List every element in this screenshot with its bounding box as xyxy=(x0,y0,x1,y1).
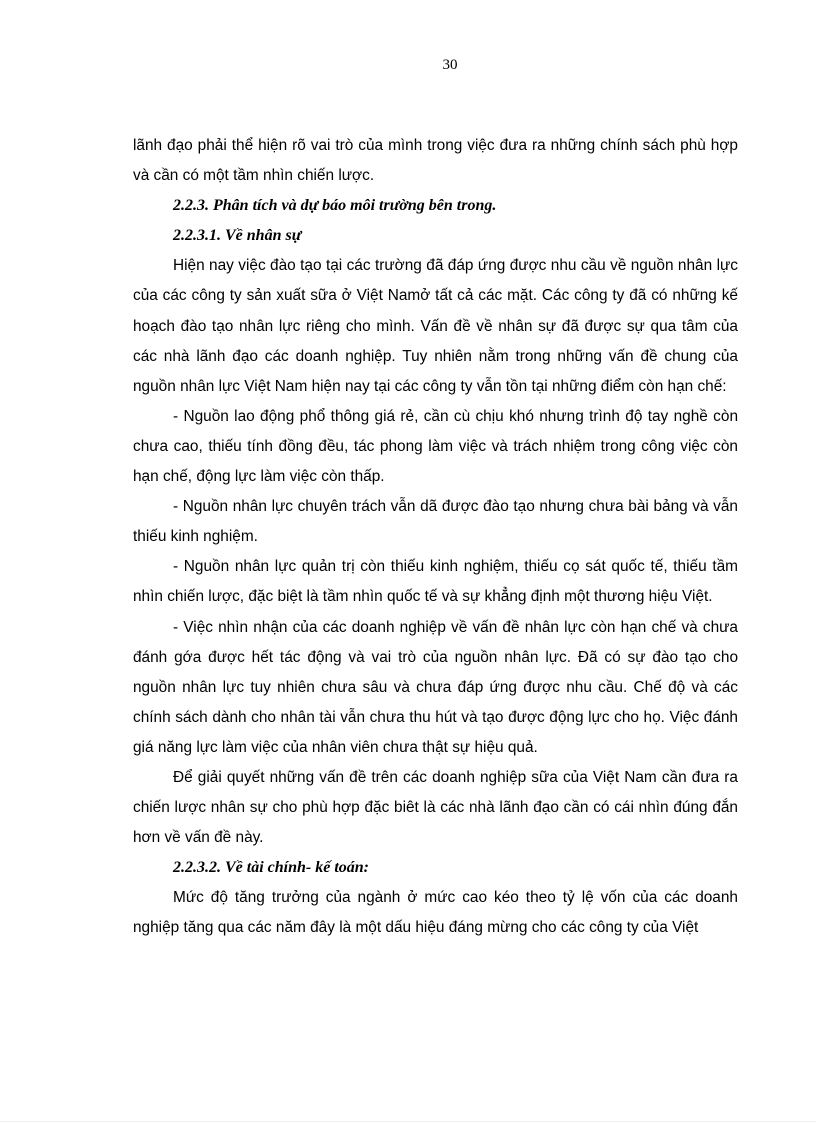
body-text xyxy=(133,131,738,944)
list-item-specialist: - Nguồn nhân lực chuyên trách vẫn dã được đào tạo nhưng chưa bài bảng và vẫn thiếu kinh nghiệm. xyxy=(133,498,738,546)
paragraph-intro-continuation: lãnh đạo phải thể hiện rõ vai trò của mình trong việc đưa ra những chính sách phù hợp và cần có một tầm nhìn chiến lược. xyxy=(133,137,738,185)
paragraph-solution: Để giải quyết những vấn đề trên các doanh nghiệp sữa của Việt Nam cần đưa ra chiến lược nhân sự cho phù hợp đặc biêt là các nhà lãnh đạo cần có cái nhìn đúng đắn hơn về vấn đề này. xyxy=(133,768,738,847)
paragraph-finance: Mức độ tăng trưởng của ngành ở mức cao kéo theo tỷ lệ vốn của các doanh nghiệp tăng qua các năm đây là một dấu hiệu đáng mừng cho các công ty của Việt xyxy=(133,889,738,937)
section-heading-2-2-3: 2.2.3. Phân tích và dự báo môi trường bên trong. xyxy=(173,197,497,215)
list-item-labor: - Nguồn lao động phổ thông giá rẻ, cần cù chịu khó nhưng trình độ tay nghề còn chưa cao, thiếu tính đồng đều, tác phong làm việc và trách nhiệm trong công việc còn hạn chế, động lực làm việc còn thấp. xyxy=(133,407,738,486)
page-bottom-edge xyxy=(0,1121,816,1122)
subsection-heading-2-2-3-2: 2.2.3.2. Về tài chính- kế toán: xyxy=(173,859,370,877)
subsection-heading-2-2-3-1: 2.2.3.1. Về nhân sự xyxy=(173,227,302,245)
paragraph-hr-overview: Hiện nay việc đào tạo tại các trường đã đáp ứng được nhu cầu về nguồn nhân lực của các công ty sản xuất sữa ở Việt Namở tất cả các mặt. Các công ty đã có những kế hoạch đào tạo nhân lực riêng cho mình. Vấn đề về nhân sự đã được sự qua tâm của các nhà lãnh đạo các doanh nghiệp. Tuy nhiên nằm trong những vấn đề chung của nguồn nhân lực Việt Nam hiện nay tại các công ty vẫn tồn tại những điểm còn hạn chế: xyxy=(133,257,738,395)
list-item-management: - Nguồn nhân lực quản trị còn thiếu kinh nghiệm, thiếu cọ sát quốc tế, thiếu tầm nhìn chiến lược, đặc biệt là tầm nhìn quốc tế và sự khẳng định một thương hiệu Việt. xyxy=(133,558,738,606)
page-number: 30 xyxy=(442,57,458,73)
list-item-perception: - Việc nhìn nhận của các doanh nghiệp về vấn đề nhân lực còn hạn chế và chưa đánh gớa được hết tác động và vai trò của nguồn nhân lực. Đã có sự đào tạo cho nguồn nhân lực tuy nhiên chưa sâu và chưa đáp ứng được nhu cầu. Chế độ và các chính sách dành cho nhân tài vẫn chưa thu hút và tạo được động lực cho họ. Việc đánh giá năng lực làm việc của nhân viên chưa thật sự hiệu quả. xyxy=(133,618,738,756)
